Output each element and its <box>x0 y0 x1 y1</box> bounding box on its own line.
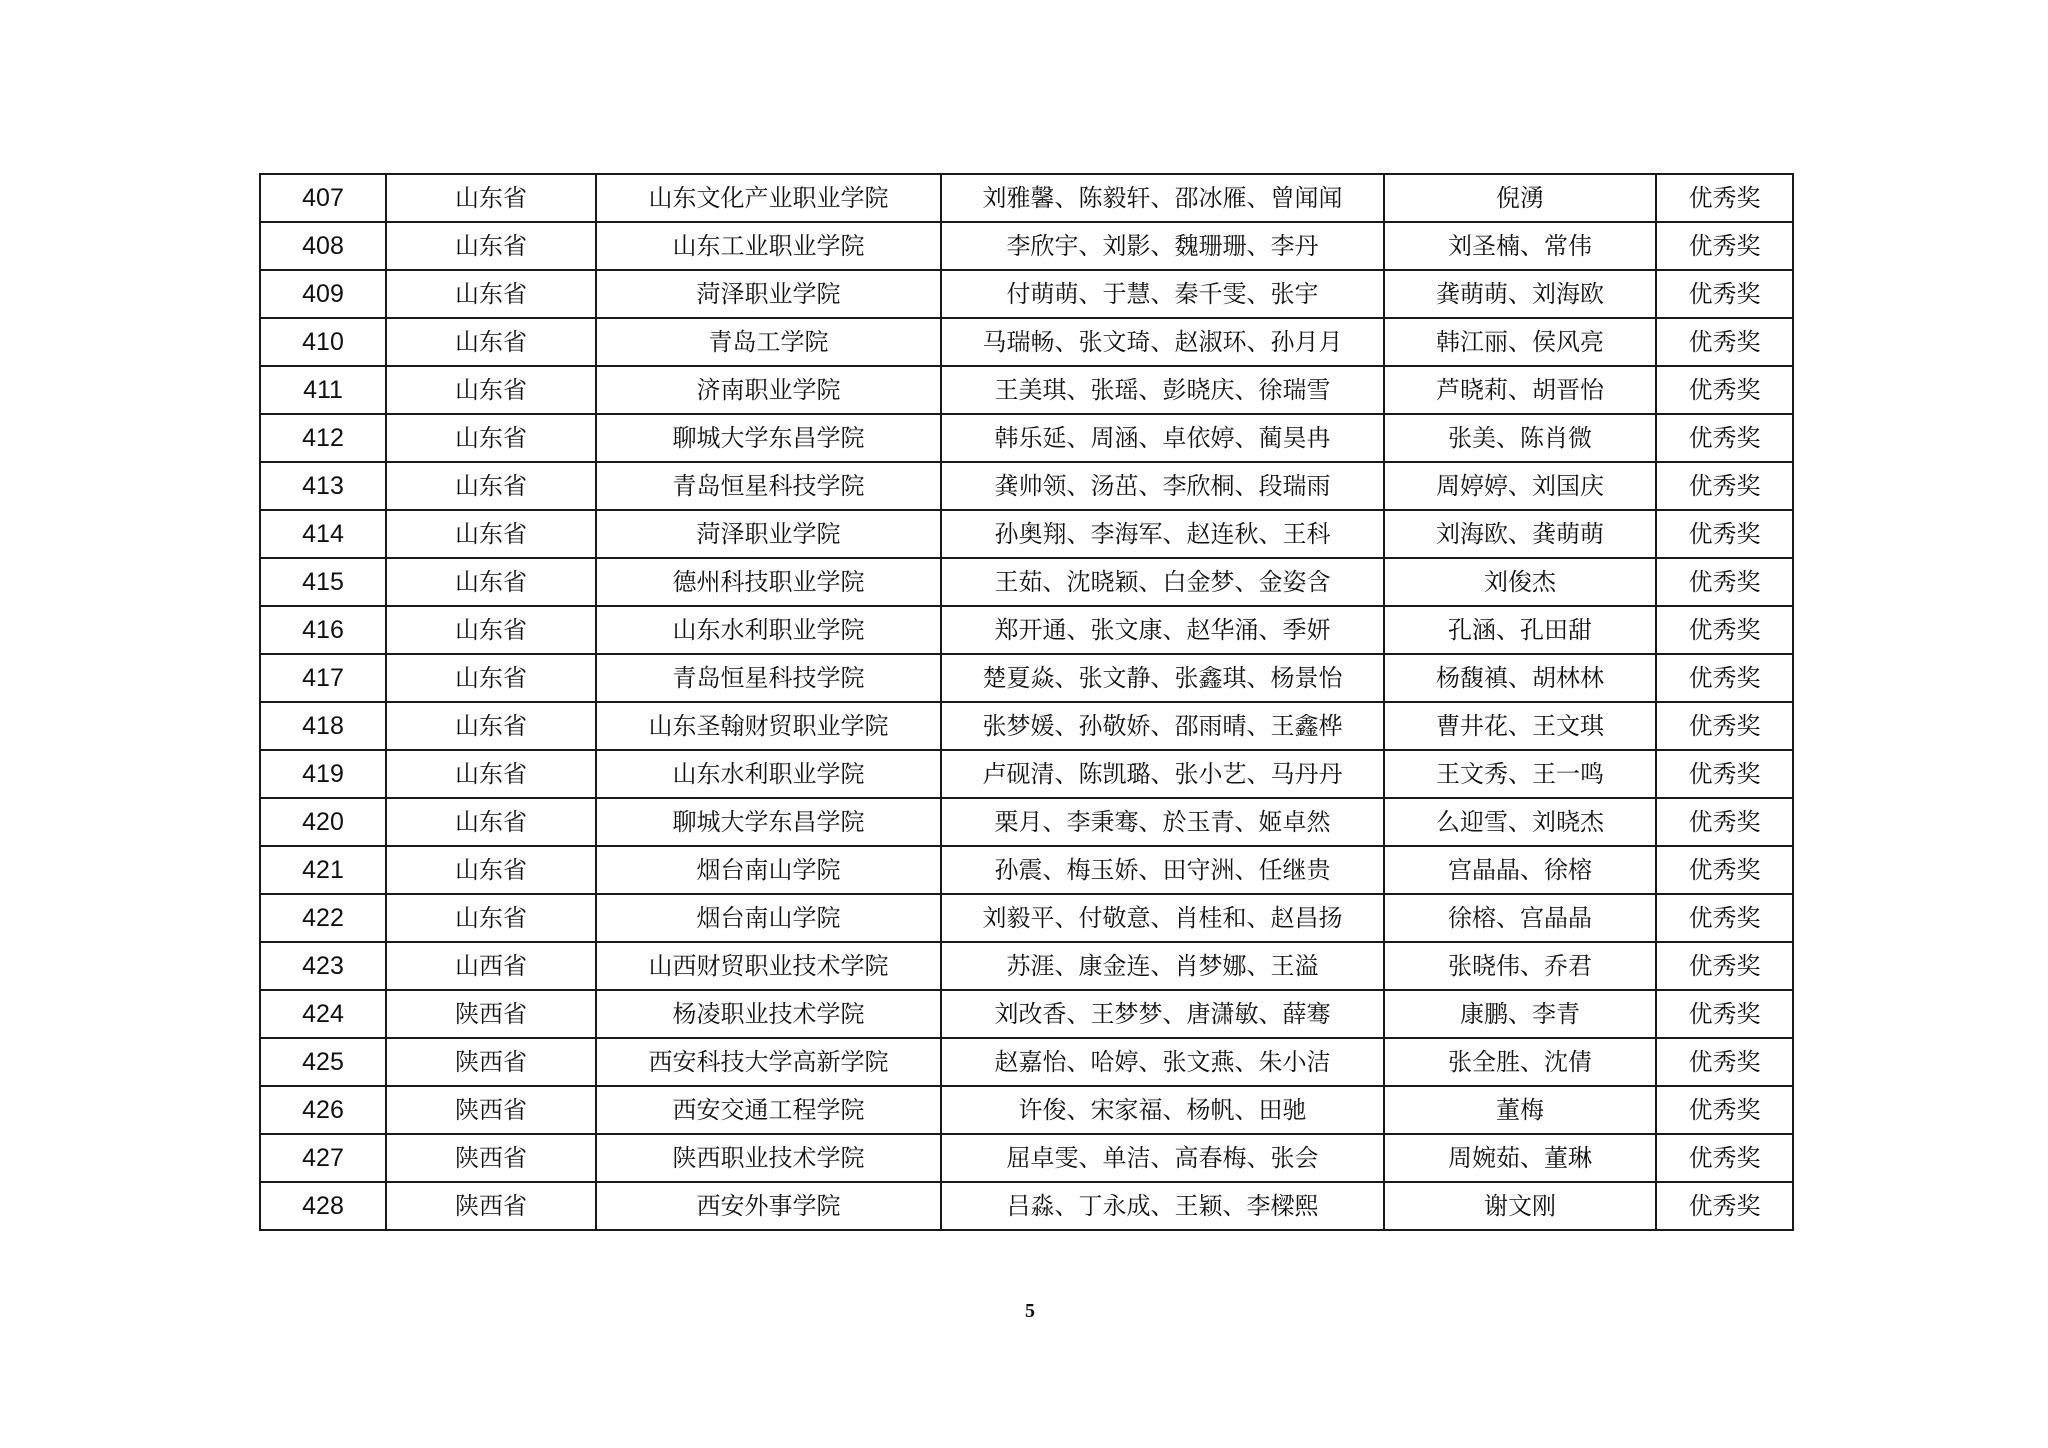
cell-school: 山东工业职业学院 <box>596 222 941 270</box>
table-row <box>260 366 1793 414</box>
cell-students: 李欣宇、刘影、魏珊珊、李丹 <box>941 222 1384 270</box>
cell-number: 420 <box>260 798 386 846</box>
cell-teachers: 董梅 <box>1384 1086 1656 1134</box>
cell-students: 许俊、宋家福、杨帆、田驰 <box>941 1086 1384 1134</box>
cell-school: 西安科技大学高新学院 <box>596 1038 941 1086</box>
cell-award: 优秀奖 <box>1656 654 1793 702</box>
cell-number: 418 <box>260 702 386 750</box>
cell-number: 422 <box>260 894 386 942</box>
cell-students: 马瑞畅、张文琦、赵淑环、孙月月 <box>941 318 1384 366</box>
cell-number: 423 <box>260 942 386 990</box>
cell-students: 赵嘉怡、哈婷、张文燕、朱小洁 <box>941 1038 1384 1086</box>
cell-award: 优秀奖 <box>1656 1086 1793 1134</box>
cell-number: 411 <box>260 366 386 414</box>
cell-students: 付萌萌、于慧、秦千雯、张宇 <box>941 270 1384 318</box>
cell-students: 苏涯、康金连、肖梦娜、王溢 <box>941 942 1384 990</box>
table-row <box>260 1086 1793 1134</box>
cell-students: 王美琪、张瑶、彭晓庆、徐瑞雪 <box>941 366 1384 414</box>
cell-number: 424 <box>260 990 386 1038</box>
cell-number: 416 <box>260 606 386 654</box>
cell-province: 山东省 <box>386 414 596 462</box>
table-row <box>260 1182 1793 1230</box>
cell-province: 山东省 <box>386 270 596 318</box>
cell-number: 419 <box>260 750 386 798</box>
table-row <box>260 750 1793 798</box>
cell-award: 优秀奖 <box>1656 702 1793 750</box>
cell-province: 山东省 <box>386 846 596 894</box>
page-number: 5 <box>1025 1300 1035 1322</box>
cell-award: 优秀奖 <box>1656 174 1793 222</box>
table-row <box>260 942 1793 990</box>
table-row <box>260 318 1793 366</box>
cell-school: 德州科技职业学院 <box>596 558 941 606</box>
cell-teachers: 谢文刚 <box>1384 1182 1656 1230</box>
table-row <box>260 654 1793 702</box>
cell-number: 417 <box>260 654 386 702</box>
cell-teachers: 张美、陈肖微 <box>1384 414 1656 462</box>
table-row <box>260 798 1793 846</box>
cell-teachers: 宫晶晶、徐榕 <box>1384 846 1656 894</box>
cell-award: 优秀奖 <box>1656 1182 1793 1230</box>
table-row <box>260 414 1793 462</box>
cell-number: 410 <box>260 318 386 366</box>
cell-school: 山西财贸职业技术学院 <box>596 942 941 990</box>
cell-province: 山西省 <box>386 942 596 990</box>
cell-students: 王茹、沈晓颖、白金梦、金姿含 <box>941 558 1384 606</box>
cell-number: 421 <box>260 846 386 894</box>
table-row <box>260 846 1793 894</box>
cell-teachers: 刘圣楠、常伟 <box>1384 222 1656 270</box>
cell-teachers: 张全胜、沈倩 <box>1384 1038 1656 1086</box>
cell-province: 山东省 <box>386 798 596 846</box>
cell-teachers: 孔涵、孔田甜 <box>1384 606 1656 654</box>
cell-teachers: 刘海欧、龚萌萌 <box>1384 510 1656 558</box>
cell-number: 409 <box>260 270 386 318</box>
cell-number: 407 <box>260 174 386 222</box>
award-table-body <box>260 174 1793 1230</box>
cell-number: 427 <box>260 1134 386 1182</box>
cell-students: 郑开通、张文康、赵华涌、季妍 <box>941 606 1384 654</box>
cell-province: 陕西省 <box>386 1086 596 1134</box>
cell-school: 菏泽职业学院 <box>596 510 941 558</box>
table-row <box>260 174 1793 222</box>
cell-students: 楚夏焱、张文静、张鑫琪、杨景怡 <box>941 654 1384 702</box>
cell-school: 青岛恒星科技学院 <box>596 462 941 510</box>
cell-school: 杨凌职业技术学院 <box>596 990 941 1038</box>
cell-province: 陕西省 <box>386 1182 596 1230</box>
cell-award: 优秀奖 <box>1656 270 1793 318</box>
table-row <box>260 510 1793 558</box>
cell-award: 优秀奖 <box>1656 990 1793 1038</box>
cell-province: 陕西省 <box>386 1134 596 1182</box>
table-row <box>260 270 1793 318</box>
cell-students: 屈卓雯、单洁、高春梅、张会 <box>941 1134 1384 1182</box>
cell-number: 413 <box>260 462 386 510</box>
cell-school: 陕西职业技术学院 <box>596 1134 941 1182</box>
cell-province: 山东省 <box>386 606 596 654</box>
cell-teachers: 龚萌萌、刘海欧 <box>1384 270 1656 318</box>
cell-school: 菏泽职业学院 <box>596 270 941 318</box>
cell-number: 428 <box>260 1182 386 1230</box>
cell-province: 山东省 <box>386 222 596 270</box>
award-table <box>259 173 1794 1231</box>
cell-teachers: 徐榕、宫晶晶 <box>1384 894 1656 942</box>
cell-school: 烟台南山学院 <box>596 894 941 942</box>
table-row <box>260 1134 1793 1182</box>
cell-teachers: 么迎雪、刘晓杰 <box>1384 798 1656 846</box>
cell-students: 韩乐延、周涵、卓依婷、蔺昊冉 <box>941 414 1384 462</box>
cell-award: 优秀奖 <box>1656 942 1793 990</box>
cell-teachers: 芦晓莉、胡晋怡 <box>1384 366 1656 414</box>
cell-province: 山东省 <box>386 174 596 222</box>
cell-award: 优秀奖 <box>1656 462 1793 510</box>
table-row <box>260 894 1793 942</box>
cell-students: 卢砚清、陈凯璐、张小艺、马丹丹 <box>941 750 1384 798</box>
cell-students: 栗月、李秉骞、於玉青、姬卓然 <box>941 798 1384 846</box>
cell-number: 414 <box>260 510 386 558</box>
cell-award: 优秀奖 <box>1656 1134 1793 1182</box>
cell-school: 聊城大学东昌学院 <box>596 798 941 846</box>
cell-province: 山东省 <box>386 510 596 558</box>
table-row <box>260 558 1793 606</box>
cell-award: 优秀奖 <box>1656 366 1793 414</box>
cell-number: 425 <box>260 1038 386 1086</box>
cell-number: 415 <box>260 558 386 606</box>
cell-school: 山东文化产业职业学院 <box>596 174 941 222</box>
cell-award: 优秀奖 <box>1656 798 1793 846</box>
cell-teachers: 康鹏、李青 <box>1384 990 1656 1038</box>
cell-award: 优秀奖 <box>1656 750 1793 798</box>
table-row <box>260 1038 1793 1086</box>
cell-school: 烟台南山学院 <box>596 846 941 894</box>
table-row <box>260 702 1793 750</box>
cell-award: 优秀奖 <box>1656 510 1793 558</box>
cell-award: 优秀奖 <box>1656 894 1793 942</box>
table-row <box>260 462 1793 510</box>
cell-award: 优秀奖 <box>1656 558 1793 606</box>
cell-province: 山东省 <box>386 654 596 702</box>
cell-students: 孙奥翔、李海军、赵连秋、王科 <box>941 510 1384 558</box>
cell-teachers: 刘俊杰 <box>1384 558 1656 606</box>
cell-teachers: 倪湧 <box>1384 174 1656 222</box>
cell-school: 西安外事学院 <box>596 1182 941 1230</box>
cell-province: 山东省 <box>386 750 596 798</box>
table-row <box>260 990 1793 1038</box>
cell-students: 刘改香、王梦梦、唐潇敏、薛骞 <box>941 990 1384 1038</box>
cell-students: 刘毅平、付敬意、肖桂和、赵昌扬 <box>941 894 1384 942</box>
cell-award: 优秀奖 <box>1656 318 1793 366</box>
cell-province: 山东省 <box>386 366 596 414</box>
table-row <box>260 222 1793 270</box>
cell-school: 青岛恒星科技学院 <box>596 654 941 702</box>
cell-award: 优秀奖 <box>1656 606 1793 654</box>
cell-students: 张梦媛、孙敬娇、邵雨晴、王鑫桦 <box>941 702 1384 750</box>
cell-province: 山东省 <box>386 558 596 606</box>
cell-province: 陕西省 <box>386 990 596 1038</box>
cell-students: 孙震、梅玉娇、田守洲、任继贵 <box>941 846 1384 894</box>
cell-school: 济南职业学院 <box>596 366 941 414</box>
cell-teachers: 韩江丽、侯风亮 <box>1384 318 1656 366</box>
cell-teachers: 张晓伟、乔君 <box>1384 942 1656 990</box>
cell-school: 山东水利职业学院 <box>596 606 941 654</box>
table-row <box>260 606 1793 654</box>
cell-award: 优秀奖 <box>1656 222 1793 270</box>
cell-award: 优秀奖 <box>1656 846 1793 894</box>
cell-province: 山东省 <box>386 462 596 510</box>
cell-teachers: 周婷婷、刘国庆 <box>1384 462 1656 510</box>
cell-teachers: 杨馥禛、胡林林 <box>1384 654 1656 702</box>
cell-school: 山东圣翰财贸职业学院 <box>596 702 941 750</box>
cell-teachers: 王文秀、王一鸣 <box>1384 750 1656 798</box>
cell-students: 刘雅馨、陈毅轩、邵冰雁、曾闻闻 <box>941 174 1384 222</box>
cell-teachers: 周婉茹、董琳 <box>1384 1134 1656 1182</box>
cell-students: 吕淼、丁永成、王颖、李樑熙 <box>941 1182 1384 1230</box>
cell-award: 优秀奖 <box>1656 414 1793 462</box>
cell-school: 山东水利职业学院 <box>596 750 941 798</box>
cell-number: 408 <box>260 222 386 270</box>
cell-province: 山东省 <box>386 318 596 366</box>
cell-province: 山东省 <box>386 894 596 942</box>
cell-school: 青岛工学院 <box>596 318 941 366</box>
cell-province: 陕西省 <box>386 1038 596 1086</box>
cell-teachers: 曹井花、王文琪 <box>1384 702 1656 750</box>
cell-number: 412 <box>260 414 386 462</box>
cell-school: 聊城大学东昌学院 <box>596 414 941 462</box>
cell-province: 山东省 <box>386 702 596 750</box>
cell-students: 龚帅领、汤茁、李欣桐、段瑞雨 <box>941 462 1384 510</box>
cell-number: 426 <box>260 1086 386 1134</box>
cell-school: 西安交通工程学院 <box>596 1086 941 1134</box>
cell-award: 优秀奖 <box>1656 1038 1793 1086</box>
